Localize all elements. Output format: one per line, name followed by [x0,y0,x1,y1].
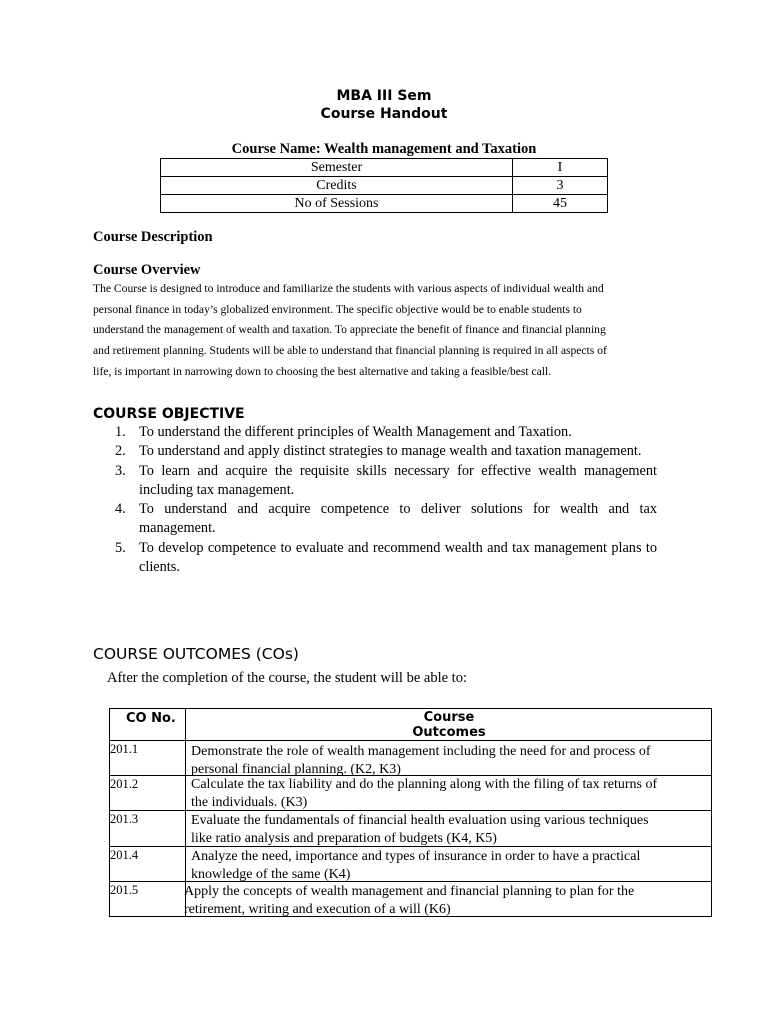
overview-line: understand the management of wealth and taxation. To appreciate the benefit of finance and financial planning [93,323,606,337]
objective-text: To learn and acquire the requisite skills necessary for effective wealth management including tax management. [139,462,657,498]
table-header-row [110,709,711,740]
course-info-table [160,158,608,213]
column-header-line: Course [423,710,475,725]
list-number: 5. [115,539,126,556]
objective-text: To understand and apply distinct strategies to manage wealth and taxation management. [139,443,642,460]
overview-line: and retirement planning. Students will be able to understand that financial planning is required in all aspects of [93,344,607,358]
outcome-line: Apply the concepts of wealth management and financial planning to plan for the [184,884,635,899]
table-row [161,177,608,195]
outcome-line: Evaluate the fundamentals of financial health evaluation using various techniques [191,813,649,828]
co-outcome [191,743,711,778]
list-number: 1. [115,424,126,440]
outcome-line: Demonstrate the role of wealth management including the need for and process of [191,744,651,759]
course-overview-heading: Course Overview [93,262,201,278]
co-number: 201.2 [110,777,139,791]
co-outcome [191,848,711,883]
course-description-heading: Course Description [93,229,213,245]
table-row [110,881,711,918]
info-label: No of Sessions [161,195,513,213]
co-number: 201.5 [110,883,139,897]
info-value: 45 [513,195,608,213]
table-row [110,740,711,776]
list-number: 2. [115,443,126,460]
list-number: 4. [115,501,126,518]
info-label: Semester [161,159,513,177]
outcome-line: like ratio analysis and preparation of budgets (K4, K5) [191,830,497,846]
course-overview-text [93,279,693,383]
info-value: 3 [513,177,608,195]
info-value: I [513,159,608,177]
objective-text: To develop competence to evaluate and recommend wealth and tax management plans to clients. [139,539,657,576]
list-item [108,442,657,461]
list-item [108,462,657,501]
list-item [108,500,657,539]
table-row [110,810,711,847]
course-outcomes-table [109,708,712,917]
course-outcomes-heading: COURSE OUTCOMES (COs) [93,645,299,663]
table-row [110,775,711,811]
outcome-line: retirement, writing and execution of a will (K6) [184,901,451,917]
list-item [108,423,657,442]
co-outcome [191,812,711,847]
co-outcome [191,776,711,811]
list-item [108,539,657,578]
outcome-line: the individuals. (K3) [191,794,308,810]
overview-line: life, is important in narrowing down to choosing the best alternative and taking a feasible/best call. [93,364,552,378]
outcome-line: Analyze the need, importance and types of insurance in order to have a practical [191,849,641,864]
column-header-line: Outcomes [412,725,486,740]
co-number: 201.3 [110,812,139,826]
outcome-line: knowledge of the same (K4) [191,866,351,882]
table-row [161,195,608,213]
document-title: MBA III Sem [336,88,432,104]
table-row [161,159,608,177]
objective-text: To understand and acquire competence to deliver solutions for wealth and tax management. [139,501,657,537]
objective-text: To understand the different principles of Wealth Management and Taxation. [139,424,572,440]
outcome-line: Calculate the tax liability and do the planning along with the filing of tax returns of [191,777,658,792]
list-number: 3. [115,462,126,479]
outcome-line: personal financial planning. (K2, K3) [191,761,401,777]
objective-list [108,423,657,577]
course-name: Course Name: Wealth management and Taxation [231,141,537,157]
column-header-outcomes [185,710,713,740]
course-outcomes-intro: After the completion of the course, the student will be able to: [107,670,467,686]
co-outcome [184,883,704,918]
column-header-co-no: CO No. [126,711,176,726]
course-objective-heading: COURSE OBJECTIVE [93,406,245,422]
document-subtitle: Course Handout [320,106,448,122]
overview-line: The Course is designed to introduce and familiarize the students with various aspects of individual wealth and [93,282,604,295]
table-row [110,846,711,882]
co-number: 201.1 [110,742,139,756]
info-label: Credits [161,177,513,195]
co-number: 201.4 [110,848,139,862]
overview-line: personal finance in today’s globalized environment. The specific objective would be to enable students to [93,302,582,316]
